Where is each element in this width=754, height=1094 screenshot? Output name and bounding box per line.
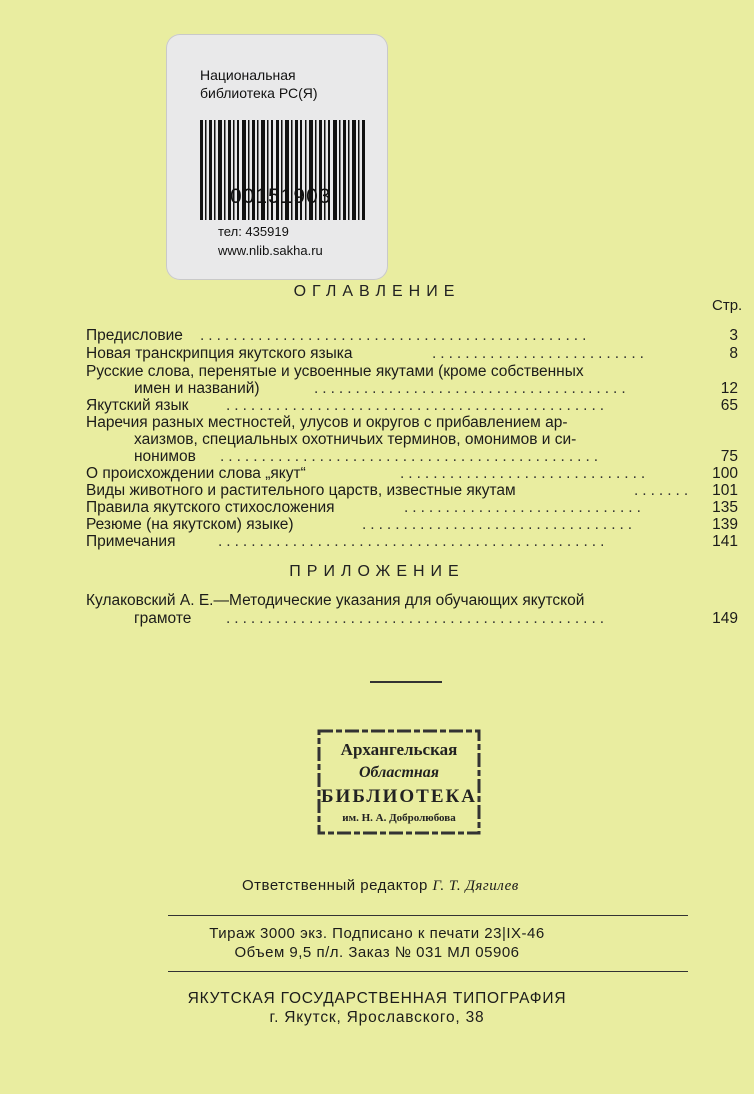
toc-entry-title: Новая транскрипция якутского языка (86, 345, 353, 362)
toc-page-header: Стр. (712, 297, 743, 314)
appendix-entry-title: Кулаковский А. Е.—Методические указания для обучающих якутской (86, 592, 585, 609)
library-phone: тел: 435919 (218, 224, 289, 239)
toc-entry-title: О происхождении слова „якут“ (86, 465, 306, 482)
library-website: www.nlib.sakha.ru (218, 243, 323, 258)
toc-entry-title: Русские слова, перенятые и усвоенные якутами (кроме собственных (86, 363, 584, 380)
toc-entry-notes (86, 533, 176, 550)
responsible-editor (242, 877, 519, 895)
toc-entry-page: 139 (712, 516, 738, 533)
appendix-entry (86, 592, 584, 609)
toc-entry-page: 100 (712, 465, 738, 482)
toc-entry-title: Резюме (на якутском) языке) (86, 516, 294, 533)
toc-entry-dialects (86, 414, 568, 431)
toc-entry-page: 141 (712, 533, 738, 550)
printing-address: г. Якутск, Ярославского, 38 (269, 1009, 485, 1026)
library-name-line2: библиотека РС(Я) (200, 85, 318, 101)
toc-entry-page: 101 (712, 482, 738, 499)
toc-entry-transcription (86, 345, 353, 362)
toc-entry-dialects-cont2 (134, 448, 196, 465)
appendix-entry-title: грамоте (134, 610, 192, 627)
appendix-title: ПРИЛОЖЕНИЕ (289, 563, 465, 580)
toc-entry-title: имен и названий) (134, 380, 260, 397)
divider (370, 681, 442, 683)
appendix-page: 149 (712, 610, 738, 627)
toc-entry-russian-words-cont (134, 380, 260, 397)
toc-entry-page: 3 (729, 327, 738, 344)
toc-entry-page: 8 (729, 345, 738, 362)
toc-entry-title: Якутский язык (86, 397, 189, 414)
toc-entry-title: Правила якутского стихосложения (86, 499, 335, 516)
toc-entry-title: нонимов (134, 448, 196, 465)
toc-entry-title: Примечания (86, 533, 176, 550)
toc-entry-page: 75 (720, 448, 738, 465)
toc-entry-russian-words (86, 363, 584, 380)
stamp-line4: им. Н. А. Добролюбова (342, 812, 456, 824)
print-volume: Объем 9,5 п/л. Заказ № 031 МЛ 05906 (234, 944, 520, 961)
toc-entry-title: Виды животного и растительного царств, известные якутам (86, 482, 516, 499)
library-sticker (166, 34, 388, 280)
toc-entry-title: Предисловие (86, 327, 183, 344)
stamp-line2: Областная (358, 764, 440, 781)
print-run: Тираж 3000 экз. Подписано к печати 23|IX-46 (209, 925, 545, 942)
appendix-entry-cont (134, 610, 191, 627)
toc-entry-versification (86, 499, 335, 516)
toc-entry-summary (86, 516, 294, 533)
printing-house: ЯКУТСКАЯ ГОСУДАРСТВЕННАЯ ТИПОГРАФИЯ (187, 990, 567, 1007)
editor-name: Г. Т. Дягилев (432, 878, 519, 894)
toc-entry-word-origin (86, 465, 306, 482)
divider (168, 915, 688, 916)
divider (168, 971, 688, 972)
toc-entry-page: 65 (720, 397, 738, 414)
stamp-line1: Архангельская (340, 740, 458, 759)
toc-entry-page: 135 (712, 499, 738, 516)
library-name (200, 66, 380, 102)
barcode-number: 00151903 (230, 185, 332, 208)
library-stamp (316, 728, 482, 836)
toc-entry-page: 12 (720, 380, 738, 397)
toc-entry-yakut-language (86, 397, 188, 414)
toc-entry-dialects-cont (134, 431, 576, 448)
toc-entry-title: Наречия разных местностей, улусов и округов с прибавлением ар- (86, 414, 568, 431)
library-name-line1: Национальная (200, 67, 296, 83)
toc-entry-preface (86, 327, 183, 344)
stamp-line3: БИБЛИОТЕКА (321, 786, 477, 807)
book-page: Национальная библиотека РС(Я) 00151903 тел: 435919 www.nlib.sakha.ru ОГЛАВЛЕНИЕ Стр. Предисловие ............................................... 3 Новая транскрипция якутского языка .......................... 8 Русские слова, перенятые и усвоенные якутами (кроме собственных имен и названий) ...................................... 12 Якутский язык .............................................. 65 Наречия разных местностей, улусов и округов с прибавлением ар- хаизмов, специальных охотничьих терминов, омонимов и си- нонимов .............................................. 75 О происхождении слова „якут“ .............................. 100 Виды животного и растительного царств, известные якутам ....... 101 Правила якутского стихосложения ............................. 135 Резюме (на якутском) языке) ................................. 139 Примечания ............................................... 141 ПРИЛОЖЕНИЕ Кулаковский А. Е.—Методические указания для обучающих якутской грамоте .............................................. 149 Архангельская Областная БИБЛИОТЕКА им. Н. А. Добролюбова Ответственный редактор Г. Т. Дягилев Тираж 3000 экз. Подписано к печати 23|IX-46 Объем 9,5 п/л. Заказ № 031 МЛ 05906 ЯКУТСКАЯ ГОСУДАРСТВЕННАЯ ТИПОГРАФИЯ г. Якутск, Ярославского, 38 (0, 0, 754, 1094)
toc-entry-title: хаизмов, специальных охотничьих терминов, омонимов и си- (134, 431, 577, 448)
toc-title: ОГЛАВЛЕНИЕ (293, 283, 461, 300)
toc-entry-species (86, 482, 516, 499)
editor-label: Ответственный редактор (242, 877, 428, 894)
